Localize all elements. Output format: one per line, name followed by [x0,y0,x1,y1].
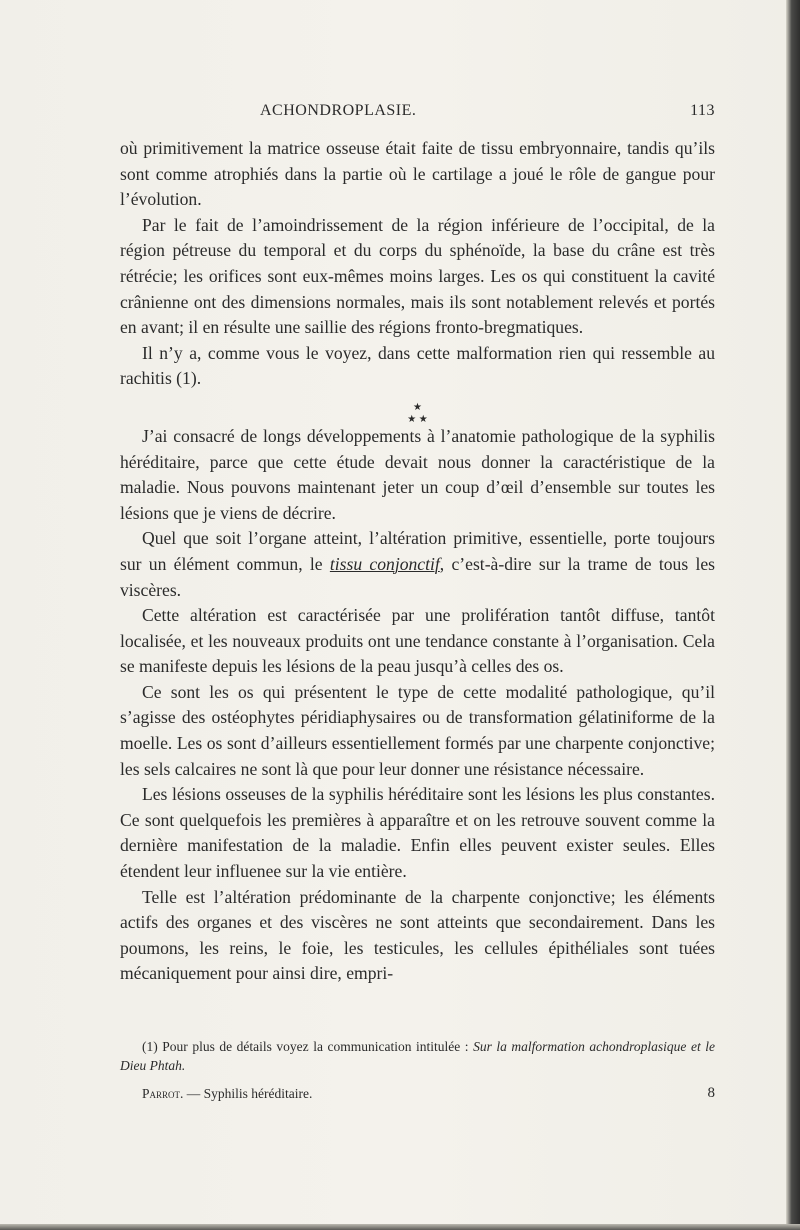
signature-author: Parrot. [142,1086,184,1101]
running-title: ACHONDROPLASIE. [260,102,417,119]
asterism-top: ★ [413,401,422,413]
paragraph-5-emphasis: tissu conjonctif [329,553,440,574]
paragraph-2: Par le fait de l’amoindrissement de la région inférieure de l’occipital, de la région pétreuse du temporal et du corps du sphénoïde, la base du crâne est très rétrécie; les orifices sont eux-mêmes moins larges. Les os qui constituent la cavité crânienne ont des dimensions normales, mais ils sont notablement relevés et portés en avant; il en résulte une saillie des régions fronto-bregmatiques. [120,214,715,338]
paragraph-5-start: Quel que soit l’organe atteint, l’altération primitive, essentielle, porte toujours sur un élément commun, le [120,528,715,574]
signature-title: — Syphilis héréditaire. [183,1086,313,1101]
footnote-title: Sur la malformation achondroplasique et le Dieu Phtah. [120,1039,715,1073]
sheet-number: 8 [707,1085,715,1101]
paragraph-8: Les lésions osseuses de la syphilis héréditaire sont les lésions les plus constantes. Ce sont quelquefois les premières à apparaître et on les retrouve souvent comme la dernière manifestation de la maladie. Enfin elles peuvent exister seules. Elles étendent leur influenee sur la vie entière. [120,784,715,882]
paragraph-1: où primitivement la matrice osseuse était faite de tissu embryonnaire, tandis qu’ils sont comme atrophiés dans la partie où le cartilage a joué le rôle de gangue pour l’évolution. [120,138,715,210]
paragraph-4: J’ai consacré de longs développements à l’anatomie pathologique de la syphilis héréditaire, parce que cette étude devait nous donner la caractéristique de la maladie. Nous pouvons maintenant jeter un coup d’œil d’ensemble sur toutes les lésions que je viens de décrire. [120,425,715,523]
page-bottom-edge [0,1224,800,1230]
body-text [120,136,715,987]
footnote-text [120,1037,715,1075]
page-edge-shadow [786,0,800,1230]
asterism-bottom: ★ ★ [407,413,428,425]
paragraph-5-end: , c’est-à-dire sur la trame de tous les viscères. [120,553,715,600]
section-asterism [120,392,715,424]
page-number: 113 [690,102,715,119]
footnote [120,1037,715,1075]
paragraph-7: Ce sont les os qui présentent le type de cette modalité pathologique, qu’il s’agisse des ostéophytes péridiaphysaires ou de transformation gélatiniforme de la moelle. Les os sont d’ailleurs essentiellement formés par une charpente conjonctive; les sels calcaires ne sont là que pour leur donner une résistance nécessaire. [120,681,715,779]
footnote-body: Pour plus de détails voyez la communication intitulée : [157,1039,474,1054]
paragraph-3: Il n’y a, comme vous le voyez, dans cette malformation rien qui ressemble au rachitis (1). [120,342,715,389]
running-header [120,102,715,124]
paragraph-6: Cette altération est caractérisée par une prolifération tantôt diffuse, tantôt localisée, et les nouveaux produits ont une tendance constante à l’organisation. Cela se manifeste depuis les lésions de la peau jusqu’à celles des os. [120,605,715,677]
paragraph-5 [120,526,715,603]
paragraph-9: Telle est l’altération prédominante de la charpente conjonctive; les éléments actifs des organes et des viscères ne sont atteints que secondairement. Dans les poumons, les reins, le foie, les testicules, les cellules épithéliales sont tuées mécaniquement pour ainsi dire, empri- [120,886,715,984]
signature-line [142,1084,312,1103]
footnote-marker: (1) [142,1039,158,1054]
